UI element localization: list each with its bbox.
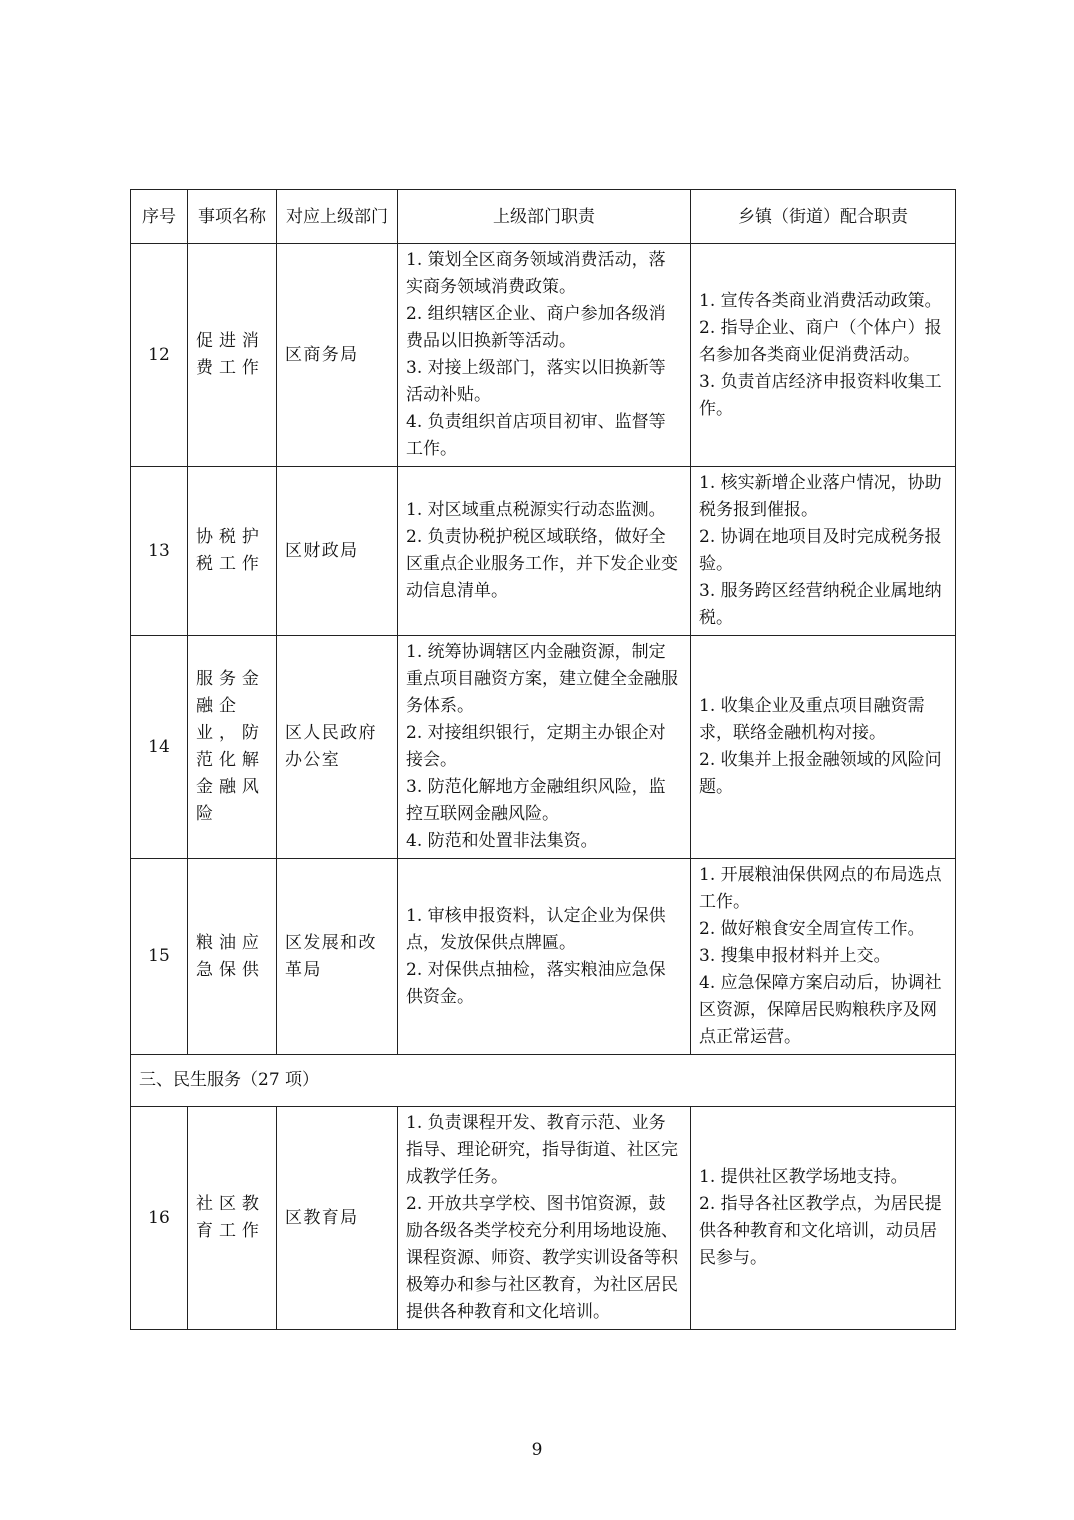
duty-item: 1. 统筹协调辖区内金融资源，制定重点项目融资方案，建立健全金融服务体系。 (406, 642, 678, 716)
town-duties-cell (691, 244, 956, 467)
duty-item: 4. 应急保障方案启动后，协调社区资源，保障居民购粮秩序及网点正常运营。 (699, 973, 942, 1047)
upper-dept: 区财政局 (277, 467, 398, 636)
header-item-name: 事项名称 (188, 190, 277, 244)
duty-item: 2. 协调在地项目及时完成税务报验。 (699, 527, 942, 574)
upper-dept: 区发展和改革局 (277, 859, 398, 1055)
header-no: 序号 (131, 190, 188, 244)
table-row (131, 1107, 956, 1330)
town-duties-cell (691, 636, 956, 859)
duty-item: 1. 提供社区教学场地支持。 (699, 1167, 908, 1187)
duty-item: 2. 开放共享学校、图书馆资源，鼓励各级各类学校充分利用场地设施、课程资源、师资、教学实训设备等积极筹办和参与社区教育，为社区居民提供各种教育和文化培训。 (406, 1194, 678, 1322)
duty-item: 1. 负责课程开发、教育示范、业务指导、理论研究，指导街道、社区完成教学任务。 (406, 1113, 678, 1187)
header-town-duties: 乡镇（街道）配合职责 (691, 190, 956, 244)
row-number: 13 (131, 467, 188, 636)
duty-item: 1. 策划全区商务领域消费活动，落实商务领域消费政策。 (406, 250, 666, 297)
duty-item: 2. 收集并上报金融领域的风险问题。 (699, 750, 942, 797)
row-number: 14 (131, 636, 188, 859)
table-row (131, 636, 956, 859)
row-number: 12 (131, 244, 188, 467)
header-upper-dept: 对应上级部门 (277, 190, 398, 244)
duty-item: 3. 防范化解地方金融组织风险，监控互联网金融风险。 (406, 777, 666, 824)
section-count: 27 (258, 1070, 280, 1090)
duty-item: 3. 服务跨区经营纳税企业属地纳税。 (699, 581, 942, 628)
item-name: 协税护税工作 (188, 467, 277, 636)
duty-item: 2. 对保供点抽检，落实粮油应急保供资金。 (406, 959, 666, 1007)
duty-item: 1. 审核申报资料，认定企业为保供点，发放保供点牌匾。 (406, 905, 666, 953)
duty-item: 4. 防范和处置非法集资。 (406, 831, 598, 851)
row-number: 16 (131, 1107, 188, 1330)
section-suffix: 项） (279, 1070, 320, 1090)
duty-item: 1. 收集企业及重点项目融资需求，联络金融机构对接。 (699, 696, 925, 743)
duty-item: 1. 核实新增企业落户情况，协助税务报到催报。 (699, 473, 942, 520)
item-name: 服务金融企业，防范化解金融风险 (188, 636, 277, 859)
duty-item: 1. 宣传各类商业消费活动政策。 (699, 290, 942, 311)
upper-dept: 区教育局 (277, 1107, 398, 1330)
duty-item: 3. 负责首店经济申报资料收集工作。 (699, 371, 942, 419)
item-name: 促进消费工作 (188, 244, 277, 467)
section-title: 三、民生服务（ (139, 1070, 258, 1090)
duty-table (130, 189, 956, 1330)
upper-dept: 区人民政府办公室 (277, 636, 398, 859)
duty-item: 2. 组织辖区企业、商户参加各级消费品以旧换新等活动。 (406, 304, 666, 351)
upper-duties-cell (398, 1107, 691, 1330)
duty-item: 2. 对接组织银行，定期主办银企对接会。 (406, 723, 666, 770)
section-body (131, 1055, 956, 1107)
table-row (131, 244, 956, 467)
table-row (131, 467, 956, 636)
upper-duties-cell (398, 244, 691, 467)
header-row (131, 190, 956, 244)
upper-duties-cell (398, 467, 691, 636)
section-row (131, 1055, 956, 1107)
upper-duties-cell (398, 636, 691, 859)
upper-dept: 区商务局 (277, 244, 398, 467)
duty-item: 1. 对区域重点税源实行动态监测。 (406, 500, 666, 520)
table-body-economy (131, 244, 956, 1055)
duty-item: 2. 指导各社区教学点，为居民提供各种教育和文化培训，动员居民参与。 (699, 1194, 942, 1268)
duty-item: 2. 负责协税护税区域联络，做好全区重点企业服务工作，并下发企业变动信息清单。 (406, 527, 678, 601)
duty-item: 2. 指导企业、商户（个体户）报名参加各类商业促消费活动。 (699, 317, 942, 365)
duty-item: 4. 负责组织首店项目初审、监督等工作。 (406, 412, 666, 459)
row-number: 15 (131, 859, 188, 1055)
duty-item: 3. 对接上级部门，落实以旧换新等活动补贴。 (406, 358, 666, 405)
town-duties-cell (691, 1107, 956, 1330)
section-heading (131, 1055, 956, 1107)
item-name: 社区教育工作 (188, 1107, 277, 1330)
duty-item: 2. 做好粮食安全周宣传工作。 (699, 919, 925, 939)
header-upper-duties: 上级部门职责 (398, 190, 691, 244)
upper-duties-cell (398, 859, 691, 1055)
page-number: 9 (531, 1440, 543, 1460)
town-duties-cell (691, 859, 956, 1055)
duty-item: 1. 开展粮油保供网点的布局选点工作。 (699, 865, 942, 912)
duty-item: 3. 搜集申报材料并上交。 (699, 946, 891, 966)
table-body-livelihood (131, 1107, 956, 1330)
table-row (131, 859, 956, 1055)
town-duties-cell (691, 467, 956, 636)
item-name: 粮油应急保供 (188, 859, 277, 1055)
